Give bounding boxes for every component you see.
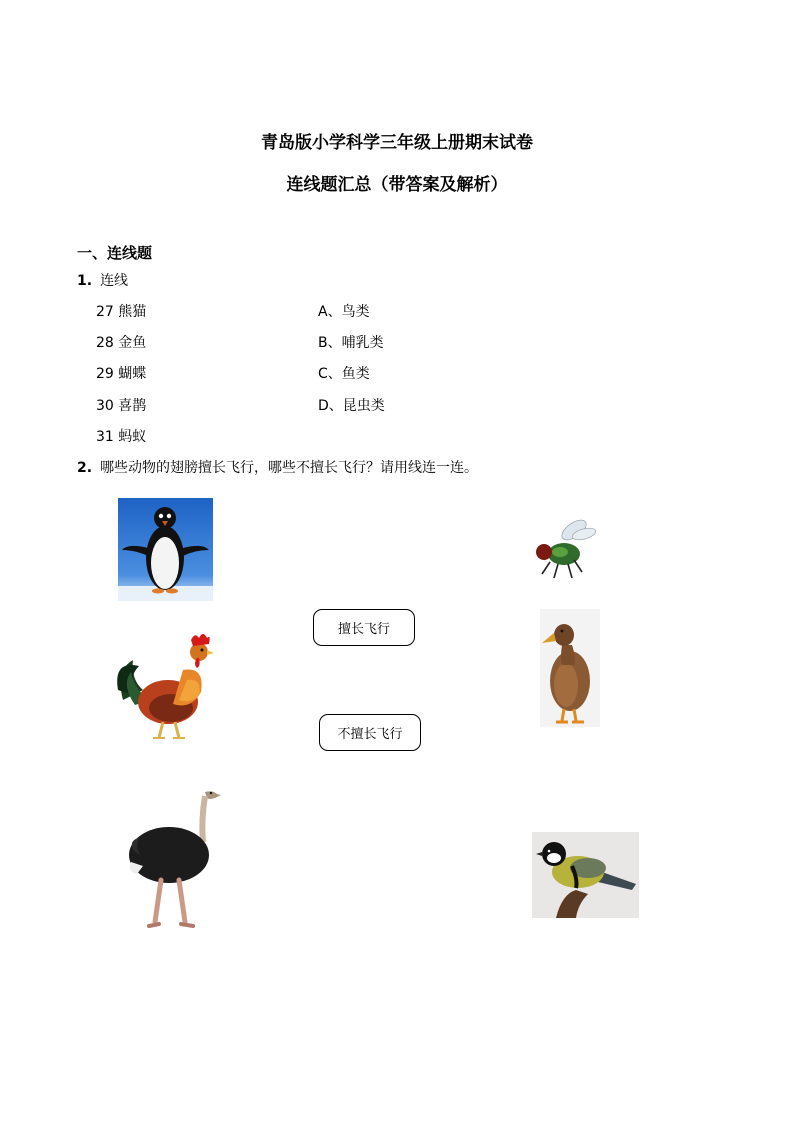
fly-photo (530, 512, 602, 584)
left-item-2: 28 金鱼 (96, 335, 147, 351)
question-number: 1. (77, 273, 93, 289)
rooster-photo (113, 630, 215, 742)
tit-bird-photo (532, 832, 639, 918)
right-item-a: A、鸟类 (318, 304, 370, 320)
ostrich-photo (125, 780, 225, 932)
right-item-b: B、哺乳类 (318, 335, 384, 351)
right-item-c: C、鱼类 (318, 366, 370, 382)
question-2 (77, 457, 478, 477)
good-at-flying-box: 擅长飞行 (313, 609, 415, 646)
question-text: 连线 (100, 273, 129, 289)
penguin-photo (118, 498, 213, 601)
left-item-1: 27 熊猫 (96, 304, 147, 320)
question-1 (77, 270, 128, 290)
left-item-5: 31 蚂蚁 (96, 429, 147, 445)
page-subtitle: 连线题汇总（带答案及解析） (286, 175, 508, 195)
duck-photo (540, 609, 600, 727)
page-title: 青岛版小学科学三年级上册期末试卷 (261, 133, 533, 153)
question-number: 2. (77, 460, 93, 476)
section-heading: 一、连线题 (77, 244, 153, 262)
left-item-4: 30 喜鹊 (96, 398, 147, 414)
not-good-at-flying-box: 不擅长飞行 (319, 714, 421, 751)
question-text: 哪些动物的翅膀擅长飞行，哪些不擅长飞行？请用线连一连。 (100, 460, 479, 476)
right-item-d: D、昆虫类 (318, 398, 385, 414)
left-item-3: 29 蝴蝶 (96, 366, 147, 382)
